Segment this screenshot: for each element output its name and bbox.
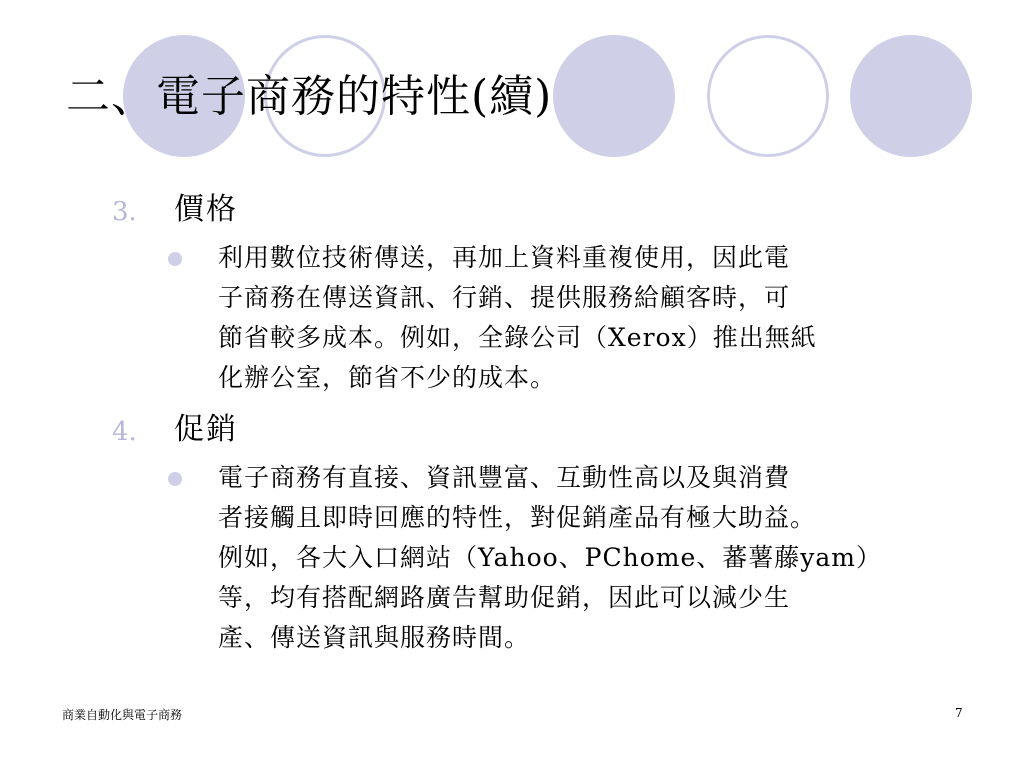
decorative-circle-outline [707, 35, 829, 157]
section-paragraph-price [218, 238, 958, 398]
section-number: 4. [112, 417, 137, 447]
section-number: 3. [112, 197, 137, 227]
section-heading-price: 價格 [174, 192, 238, 227]
paragraph-line: 節省較多成本。例如，全錄公司（Xerox）推出無紙 [218, 323, 817, 352]
paragraph-line: 例如，各大入口網站（Yahoo、PChome、蕃薯藤yam） [218, 543, 883, 572]
paragraph-line: 者接觸且即時回應的特性，對促銷產品有極大助益。 [218, 503, 817, 532]
decorative-circle-filled [850, 35, 972, 157]
paragraph-line: 等，均有搭配網路廣告幫助促銷，因此可以減少生 [218, 583, 791, 612]
bullet-dot [168, 252, 182, 266]
page-number: 7 [955, 706, 963, 720]
section-heading-promotion: 促銷 [174, 412, 238, 447]
decorative-circle-filled [553, 35, 675, 157]
paragraph-line: 化辦公室，節省不少的成本。 [218, 363, 557, 392]
slide-title: 二、電子商務的特性(續) [66, 71, 553, 122]
paragraph-line: 電子商務有直接、資訊豐富、互動性高以及與消費 [218, 463, 791, 492]
paragraph-line: 子商務在傳送資訊、行銷、提供服務給顧客時，可 [218, 283, 791, 312]
section-paragraph-promotion [218, 458, 958, 658]
bullet-dot [168, 472, 182, 486]
paragraph-line: 利用數位技術傳送，再加上資料重複使用，因此電 [218, 243, 791, 272]
paragraph-line: 產、傳送資訊與服務時間。 [218, 623, 531, 652]
footer-course-title: 商業自動化與電子商務 [62, 708, 183, 722]
